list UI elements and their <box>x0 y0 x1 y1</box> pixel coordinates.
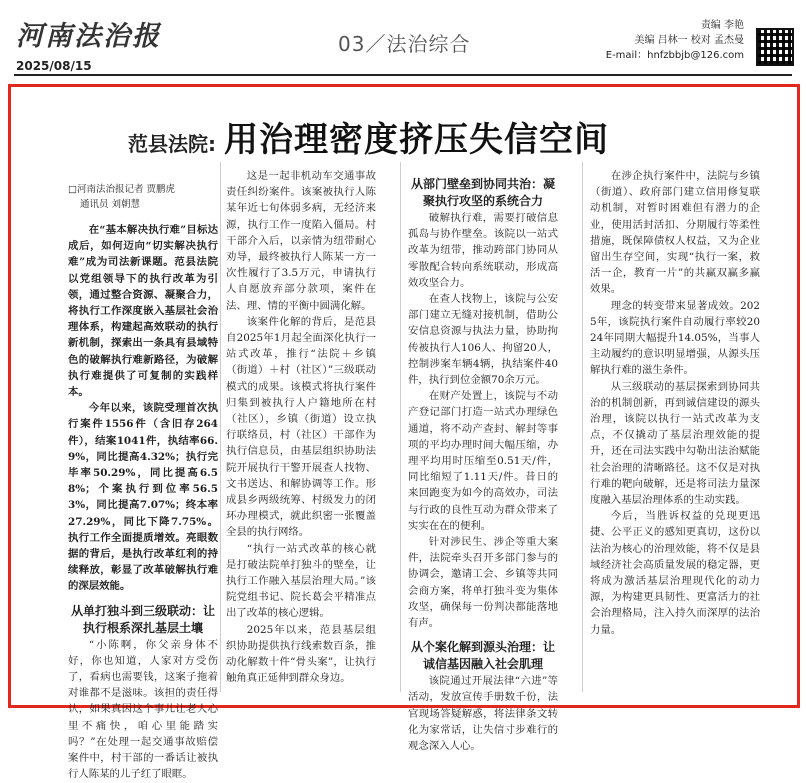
column-divider <box>582 162 583 692</box>
paragraph: 在财产处置上，该院与不动产登记部门打造一站式办理绿色通道，将不动产查封、解封等事项的平均办理时间大幅压缩，办理平均用时压缩至0.51天/件，同比缩短了1.11天/件。昔日的来回跑变为如今的高效办，司法与行政的良性互动为群众带来了实实在在的便利。 <box>408 390 558 532</box>
article-column-3 <box>408 168 558 753</box>
paragraph: 该案件化解的背后，是范县自2025年1月起全面深化执行一站式改革，推行“法院＋乡镇（街道）＋村（社区）”三级联动模式的成果。该模式将执行案件归集到被执行人户籍地所在村（社区），乡镇（街道）设立执行联络员，村（社区）干部作为执行信息员，由基层组织协助法院开展执行干警开展查人找物、文书送达、和解协调等工作。形成县乡两级统筹、村级发力的闭环办理模式，就此织密一张覆盖全县的执行网络。 <box>226 315 376 539</box>
header-rule <box>14 74 792 76</box>
paragraph: 针对涉民生、涉企等重大案件，法院牵头召开多部门参与的协调会，邀请工会、乡镇等共同会商方案，将单打独斗变为集体攻坚，确保每一份判决都能落地有声。 <box>408 536 558 630</box>
editor-line-2: 美编 吕林一 校对 孟杰曼 <box>634 35 744 46</box>
paragraph: “执行一站式改革的核心就是打破法院单打独斗的壁垒，让执行工作融入基层治理大局。”该院党组书记、院长葛会平精准点出了改革的核心逻辑。 <box>226 542 376 620</box>
paragraph: 理念的转变带来显著成效。2025年，该院执行案件自动履行率较2024年同期大幅提升14.05%，当事人主动履约的意识明显增强，从源头压解执行难的滋生条件。 <box>590 299 760 377</box>
paragraph: 在涉企执行案件中，法院与乡镇（街道）、政府部门建立信用修复联动机制，对暂时困难但有潜力的企业，使用活封活扣、分期履行等柔性措施，既保障债权人权益，又为企业留出生存空间，实现“执行一案，救活一企，教育一片”的共赢双赢多赢效果。 <box>590 170 760 296</box>
article-headline <box>128 112 728 160</box>
byline-correspondent: 通讯员 刘朝慧 <box>80 199 141 210</box>
editor-line-1: 责编 李艳 <box>700 20 744 31</box>
paragraph: 这是一起非机动车交通事故责任纠纷案件。该案被执行人陈某年近七旬体弱多病，无经济来源，执行工作一度陷入僵局。村干部介入后，以亲情为纽带耐心劝导，最终被执行人陈某一方一次性履行了3.5万元，申请执行人自愿放弃部分款项，案件在法、理、情的平衡中圆满化解。 <box>226 170 376 312</box>
page-header <box>0 0 806 80</box>
subheading-1: 从单打独斗到三级联动：让执行根系深扎基层土壤 <box>70 603 215 635</box>
stats-paragraph: 今年以来，该院受理首次执行案件1556件（含旧存264件），结案1041件，执结率66.9%，同比提高4.32%；执行完毕率50.29%，同比提高6.58%；个案执行到位率56.53%，同比提高7.07%；终本率27.29%，同比下降7.75%。执行工作全面提质增效。亮眼数据的背后，是执行改革红利的持续释放，彰显了改革破解执行难的深层效能。 <box>68 402 218 593</box>
publication-date: 2025/08/15 <box>16 59 92 73</box>
paragraph: 在查人找物上，该院与公安部门建立无缝对接机制，借助公安信息资源与执法力量，协助拘传被执行人106人、拘留20人，控制涉案车辆4辆，执结案件40件，执行到位金额70余万元。 <box>408 293 558 387</box>
lead-paragraph: 在“基本解决执行难”目标达成后，如何迈向“切实解决执行难”成为司法新课题。范县法院以党组领导下的执行改革为引领，通过整合资源、凝聚合力，将执行工作深度嵌入基层社会治理体系，构建起高效联动的执行新机制，探索出一条具有县域特色的破解执行难新路径，为破解执行难提供了可复制的实践样本。 <box>68 224 218 399</box>
editor-email: E-mail：hnfzbbjb@126.com <box>605 50 744 61</box>
article-column-1 <box>68 182 218 781</box>
column-divider <box>220 162 221 692</box>
paragraph: 该院通过开展法律“六进”等活动，发放宣传手册数千份，法官现场答疑解惑，将法律条文转化为家常话，让失信寸步难行的观念深入人心。 <box>408 675 558 753</box>
article-column-2 <box>226 168 376 687</box>
column-divider <box>400 162 401 692</box>
section-label: 03／法治综合 <box>338 32 471 56</box>
paragraph: 2025年以来，范县基层组织协助提供执行线索数百条，推动化解数十件“骨头案”，让执行触角真正延伸到群众身边。 <box>226 623 376 685</box>
subheading-2: 从部门壁垒到协同共治：凝聚执行攻坚的系统合力 <box>410 177 555 208</box>
headline-main: 用治理密度挤压失信空间 <box>224 120 609 160</box>
paragraph: 今后，当胜诉权益的兑现更迅捷、公平正义的感知更真切，这份以法治为核心的治理效能，将不仅是县域经济社会高质量发展的稳定器，更将成为激活基层治理现代化的动力源，为构建更具韧性、更富活力的社会治理格局，注入持久而深厚的法治力量。 <box>590 510 760 636</box>
paragraph: 从三级联动的基层探索到协同共治的机制创新，再到诚信建设的源头治理，该院以执行一站式改革为支点，不仅撬动了基层治理效能的提升，还在司法实践中勾勒出法治赋能社会治理的清晰路径。这不仅是对执行难的靶向破解，还是将司法力量深度融入基层治理体系的生动实践。 <box>590 380 760 507</box>
editor-credits <box>606 18 744 63</box>
paragraph: “小陈啊，你父亲身体不好，你也知道，人家对方受伤了，看病也需要钱，这案子拖着对谁都不是滋味。该担的责任得认，如果真因这个事儿让老人心里不痛快，咱心里能踏实吗？”在处理一起交通事故赔偿案件中，村干部的一番话让被执行人陈某的儿子红了眼眶。 <box>68 638 218 781</box>
qr-code-icon[interactable] <box>756 28 794 66</box>
newspaper-masthead: 河南法治报 <box>16 21 161 52</box>
byline <box>68 182 218 212</box>
article-column-4 <box>590 168 760 638</box>
byline-reporter: □河南法治报记者 贾鹏虎 <box>68 184 175 195</box>
subheading-3: 从个案化解到源头治理：让诚信基因融入社会肌理 <box>410 640 555 672</box>
headline-prefix: 范县法院: <box>128 132 216 156</box>
paragraph: 破解执行难，需要打破信息孤岛与协作壁垒。该院以一站式改革为纽带，推动跨部门协同从零散配合转向系统联动，形成高效攻坚合力。 <box>408 212 558 289</box>
